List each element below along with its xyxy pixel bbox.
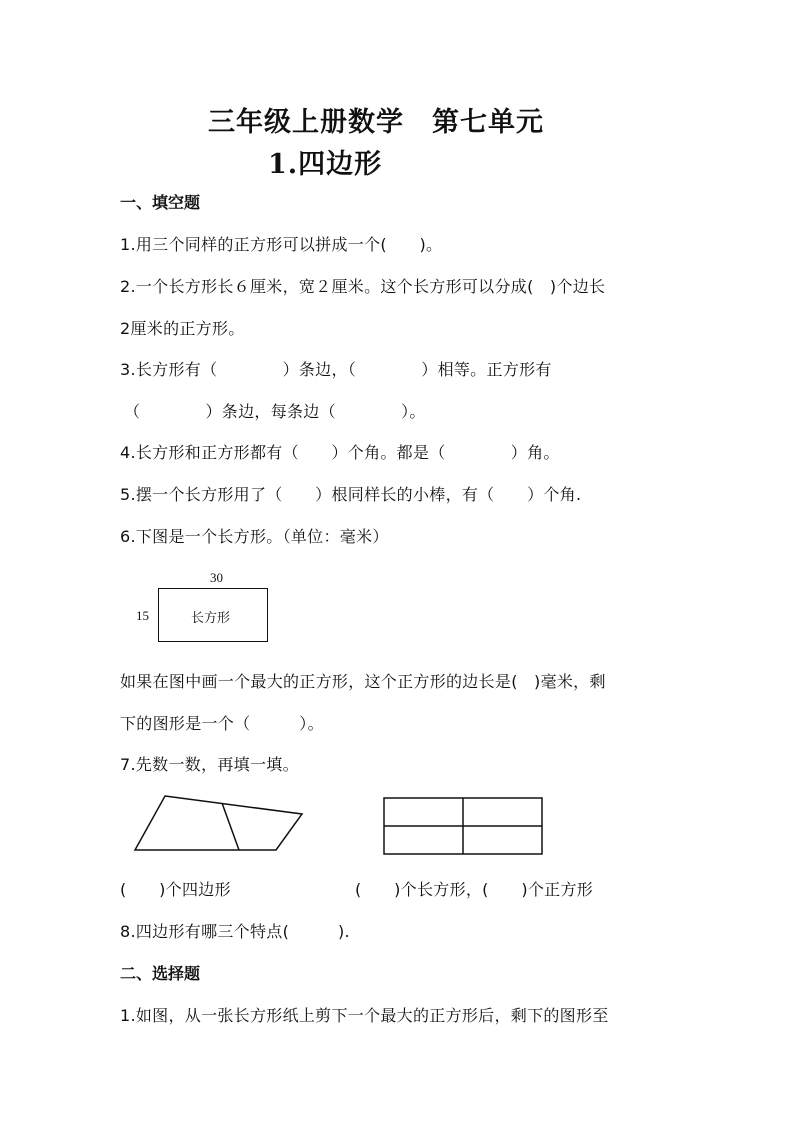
rectangle-width-label: 15 <box>136 608 149 623</box>
question-3-line-1: 3.长方形有（ ）条边，（ ）相等。正方形有 <box>120 360 552 379</box>
question-6-followup-line-1: 如果在图中画一个最大的正方形，这个正方形的边长是( )毫米，剩 <box>120 672 606 691</box>
choice-question-1-line-1: 1.如图，从一张长方形纸上剪下一个最大的正方形后，剩下的图形至 <box>120 1006 609 1025</box>
question-2-line-2: 2厘米的正方形。 <box>120 319 245 338</box>
section-heading-choice: 二、选择题 <box>120 964 201 983</box>
rectangle-center-label: 长方形 <box>191 611 231 626</box>
question-8: 8.四边形有哪三个特点( ). <box>120 922 350 941</box>
question-4: 4.长方形和正方形都有（ ）个角。都是（ ）角。 <box>120 443 560 462</box>
page-subtitle: 1.四边形 <box>268 149 383 180</box>
question-5: 5.摆一个长方形用了（ ）根同样长的小棒，有（ ）个角. <box>120 485 582 504</box>
question-3-line-2: （ ）条边，每条边（ ）。 <box>124 402 426 421</box>
rectangle-length-label: 30 <box>210 570 223 585</box>
question-7: 7.先数一数，再填一填。 <box>120 755 299 774</box>
rectangle-grid-figure <box>380 795 546 857</box>
section-heading-fill-in: 一、填空题 <box>120 193 201 212</box>
question-6-followup-line-2: 下的图形是一个（ ）。 <box>120 714 324 733</box>
question-6: 6.下图是一个长方形。（单位：毫米） <box>120 527 389 546</box>
question-1: 1.用三个同样的正方形可以拼成一个( )。 <box>120 235 443 254</box>
question-7-answer-right: ( )个长方形，( )个正方形 <box>355 880 594 899</box>
page-title: 三年级上册数学 第七单元 <box>208 107 544 138</box>
question-2-line-1: 2.一个长方形长６厘米，宽２厘米。这个长方形可以分成( )个边长 <box>120 277 606 296</box>
question-7-answer-left: ( )个四边形 <box>120 880 231 899</box>
quadrilateral-figure <box>130 790 310 856</box>
